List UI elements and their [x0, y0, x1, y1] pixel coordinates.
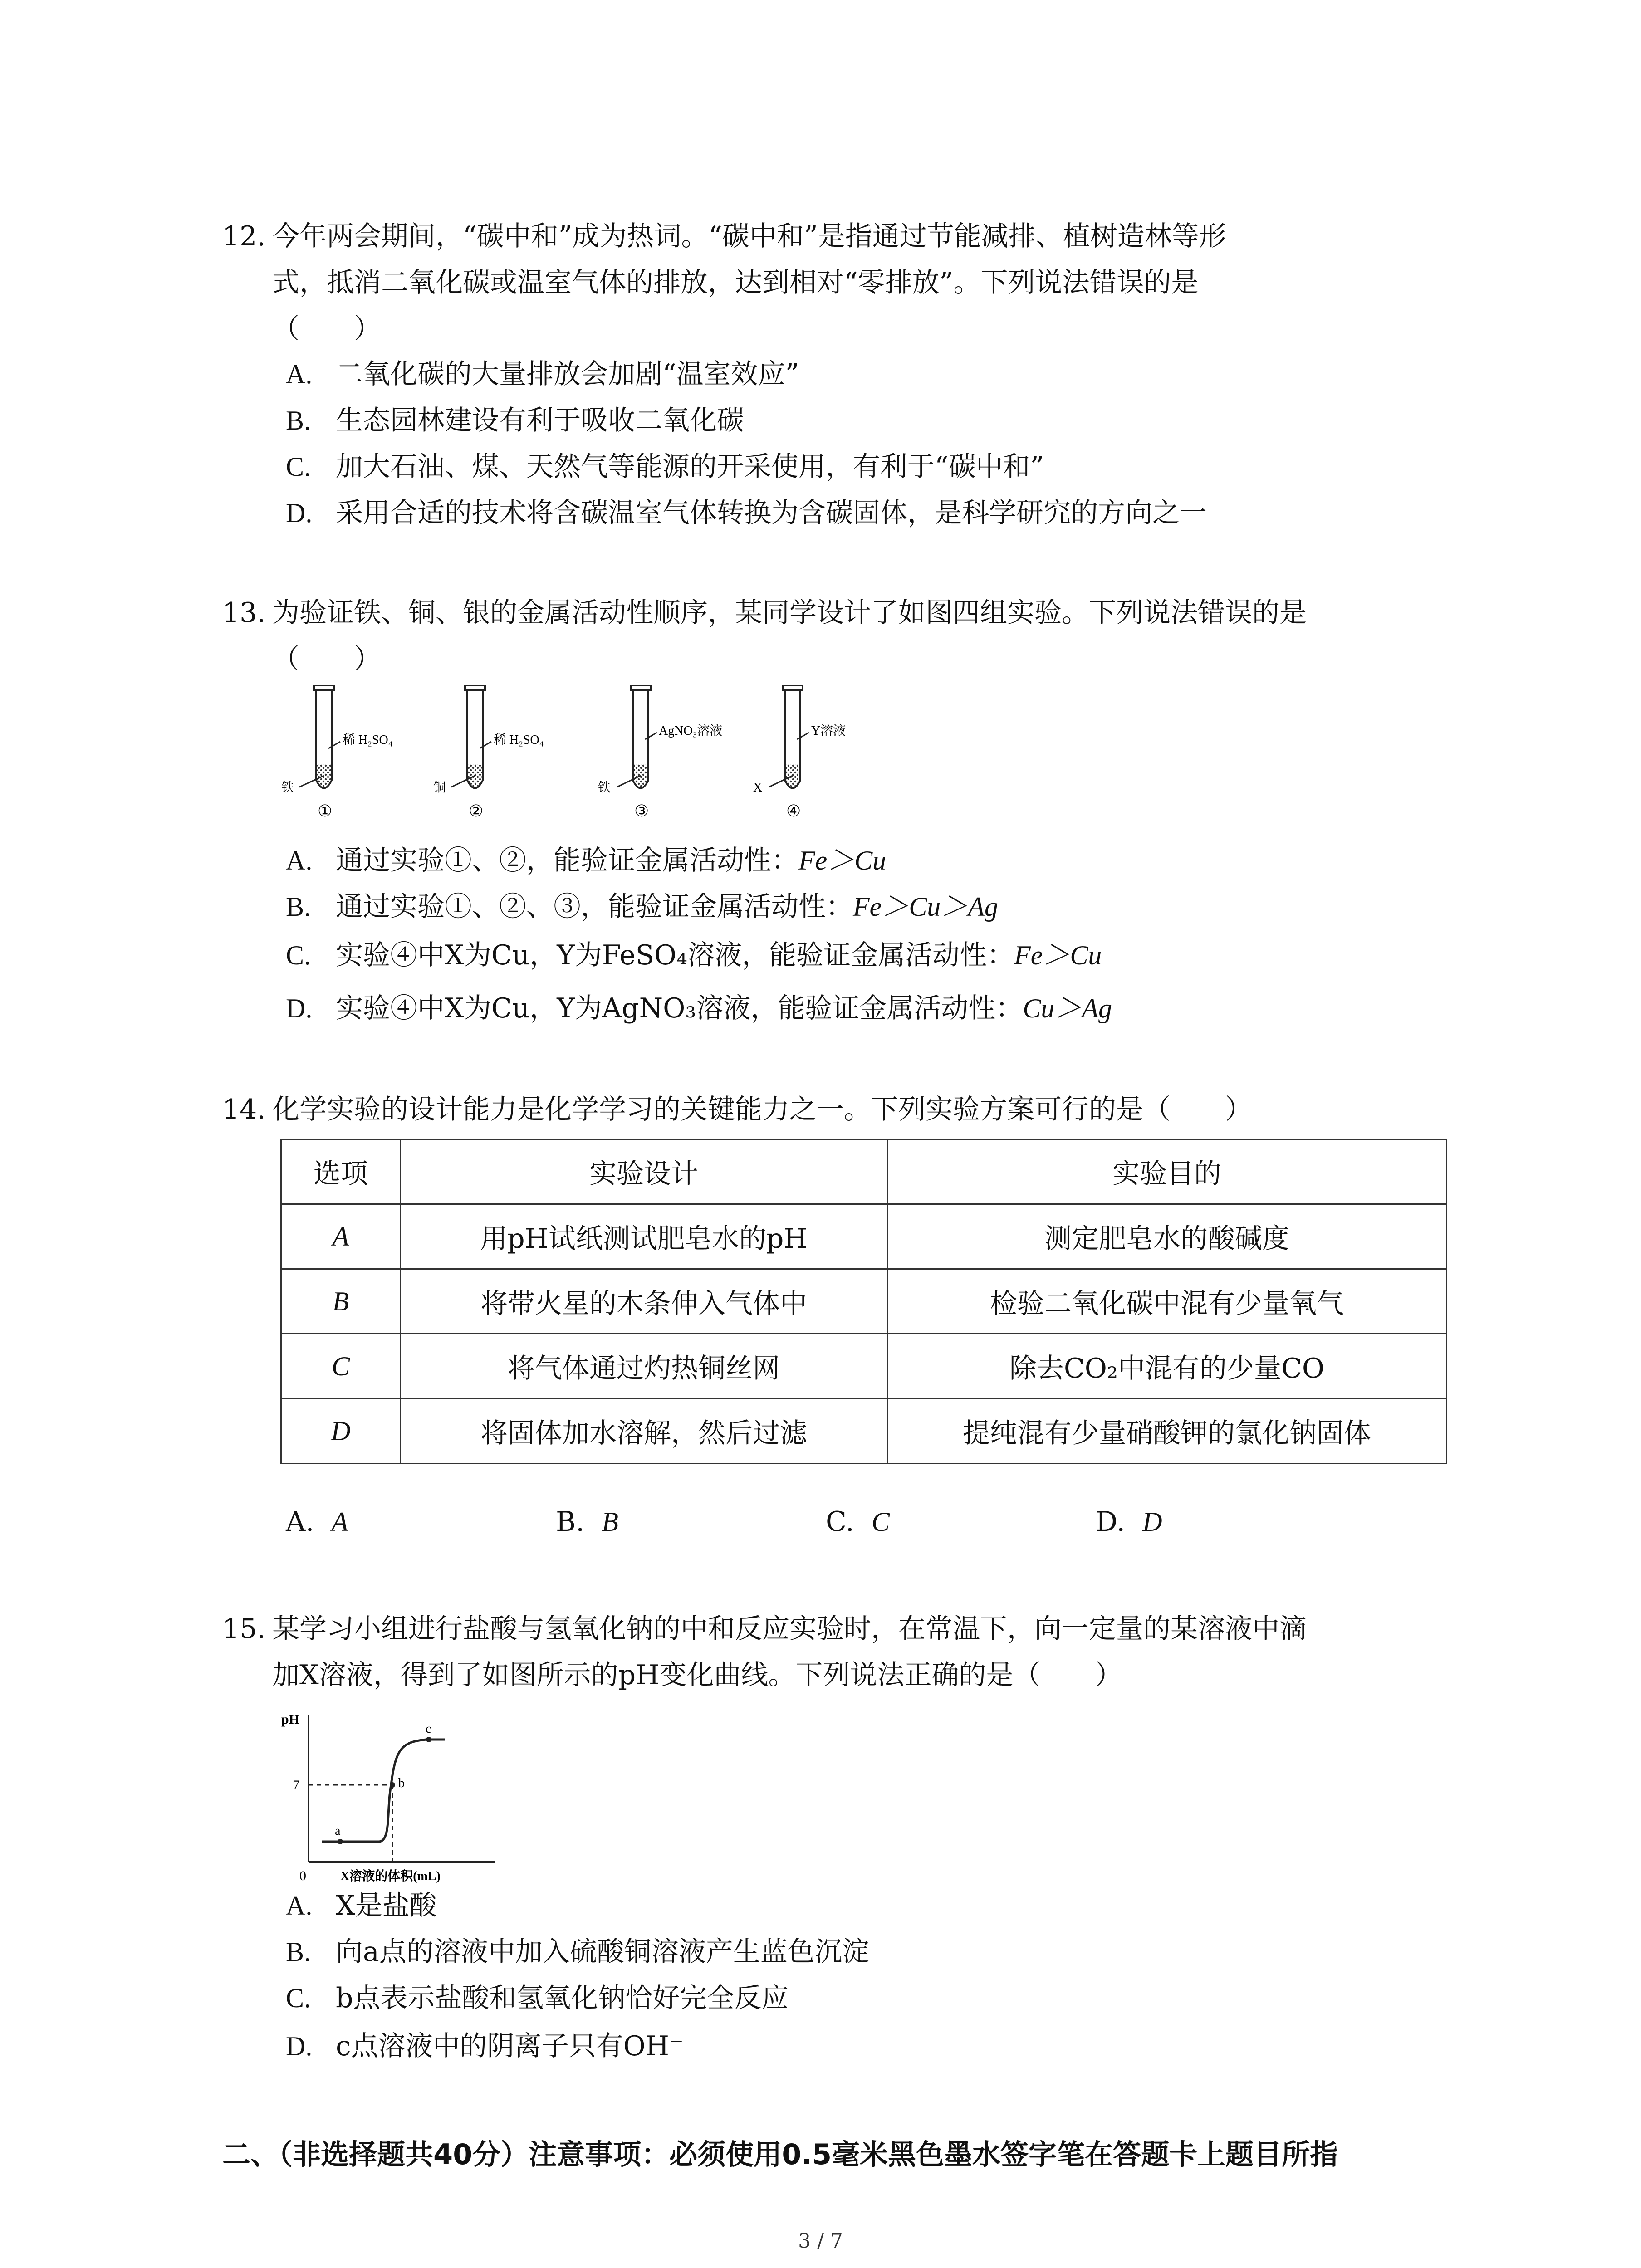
- option-c: C. b点表示盐酸和氢氧化钠恰好完全反应: [286, 1982, 789, 2014]
- metal-label: 铜: [433, 781, 446, 795]
- section-heading: 二、（非选择题共40分）注意事项：必须使用0.5毫米黑色墨水签字笔在答题卡上题目所指: [222, 2138, 1338, 2171]
- point-c-label: c: [426, 1722, 431, 1736]
- question-14: 14. 化学实验的设计能力是化学学习的关键能力之一。下列实验方案可行的是（ ）: [222, 1094, 1252, 1125]
- tube-number: ③: [634, 802, 649, 820]
- choice-b: B. B: [556, 1506, 618, 1538]
- option-c: C. 实验④中X为Cu，Y为FeSO₄溶液，能验证金属活动性：Fe＞Cu: [286, 939, 1102, 971]
- option-d: D. c点溶液中的阴离子只有OH⁻: [286, 2030, 684, 2062]
- metal-label: 铁: [281, 781, 294, 795]
- tube-number: ②: [469, 802, 484, 820]
- metal-label: 铁: [598, 781, 611, 795]
- table-row: D 将固体加水溶解，然后过滤 提纯混有少量硝酸钾的氯化钠固体: [281, 1399, 1447, 1464]
- option-b: B. 向a点的溶液中加入硫酸铜溶液产生蓝色沉淀: [286, 1936, 869, 1968]
- test-tube-1: [281, 685, 393, 820]
- option-a: A. 通过实验①、②，能验证金属活动性：Fe＞Cu: [286, 845, 887, 876]
- question-number: 12.: [222, 220, 266, 252]
- option-a: A. 二氧化碳的大量排放会加剧“温室效应”: [286, 358, 799, 390]
- point-b-label: b: [398, 1776, 405, 1790]
- question-12: [222, 213, 1447, 352]
- answer-paren: （ ）: [272, 643, 381, 675]
- metal-label: X: [753, 781, 763, 795]
- table-header: 实验设计: [401, 1139, 887, 1204]
- point-b: [390, 1782, 395, 1788]
- table-header: 实验目的: [887, 1139, 1447, 1204]
- option-d: D. 实验④中X为Cu，Y为AgNO₃溶液，能验证金属活动性：Cu＞Ag: [286, 992, 1112, 1024]
- page-number: 3 / 7: [798, 2229, 843, 2253]
- option-b: B. 生态园林建设有利于吸收二氧化碳: [286, 405, 744, 436]
- ph-curve-graph: [272, 1706, 508, 1887]
- question-13: 13. 为验证铁、铜、银的金属活动性顺序，某同学设计了如图四组实验。下列说法错误的是 （ ）: [222, 590, 1447, 682]
- test-tube-3: [598, 685, 722, 820]
- option-a: A. X是盐酸: [286, 1890, 437, 1921]
- solution-label: AgNO₃溶液: [659, 724, 723, 738]
- solution-label: Y溶液: [811, 724, 846, 738]
- tube-number: ④: [786, 802, 801, 820]
- test-tube-4: [753, 685, 846, 820]
- test-tube-figure: [272, 685, 907, 835]
- ph-curve: [322, 1740, 445, 1842]
- question-15: 15. 某学习小组进行盐酸与氢氧化钠的中和反应实验时，在常温下，向一定量的某溶液中滴 加X溶液，得到了如图所示的pH变化曲线。下列说法正确的是（ ）: [222, 1613, 1307, 1691]
- y-tick-7: 7: [293, 1778, 299, 1793]
- table-row: B 将带火星的木条伸入气体中 检验二氧化碳中混有少量氧气: [281, 1269, 1447, 1334]
- experiment-table: [280, 1139, 1447, 1464]
- choice-d: D. D: [1096, 1506, 1162, 1538]
- point-a-label: a: [335, 1824, 341, 1838]
- point-a: [338, 1839, 343, 1844]
- test-tube-2: [433, 685, 544, 820]
- table-row: A 用pH试纸测试肥皂水的pH 测定肥皂水的酸碱度: [281, 1204, 1447, 1269]
- choice-c: C. C: [826, 1506, 890, 1538]
- question-text: 式，抵消二氧化碳或温室气体的排放，达到相对“零排放”。下列说法错误的是: [272, 267, 1199, 298]
- table-row: C 将气体通过灼热铜丝网 除去CO₂中混有的少量CO: [281, 1334, 1447, 1399]
- table-header-row: [281, 1139, 1447, 1204]
- y-axis-label: pH: [281, 1712, 300, 1727]
- choice-a: A. A: [286, 1506, 348, 1538]
- option-c: C. 加大石油、煤、天然气等能源的开采使用，有利于“碳中和”: [286, 451, 1044, 483]
- solution-label: 稀 H₂SO₄: [343, 733, 393, 747]
- option-d: D. 采用合适的技术将含碳温室气体转换为含碳固体，是科学研究的方向之一: [286, 497, 1207, 529]
- x-axis-label: X溶液的体积(mL): [340, 1869, 441, 1883]
- answer-paren: （ ）: [272, 313, 381, 345]
- point-c: [426, 1737, 431, 1742]
- table-header: 选项: [281, 1139, 401, 1204]
- solution-label: 稀 H₂SO₄: [494, 733, 544, 747]
- question-text: 今年两会期间，“碳中和”成为热词。“碳中和”是指通过节能减排、植树造林等形: [272, 220, 1226, 252]
- tube-number: ①: [318, 802, 333, 820]
- option-b: B. 通过实验①、②、③，能验证金属活动性：Fe＞Cu＞Ag: [286, 891, 998, 923]
- origin-label: 0: [299, 1868, 306, 1883]
